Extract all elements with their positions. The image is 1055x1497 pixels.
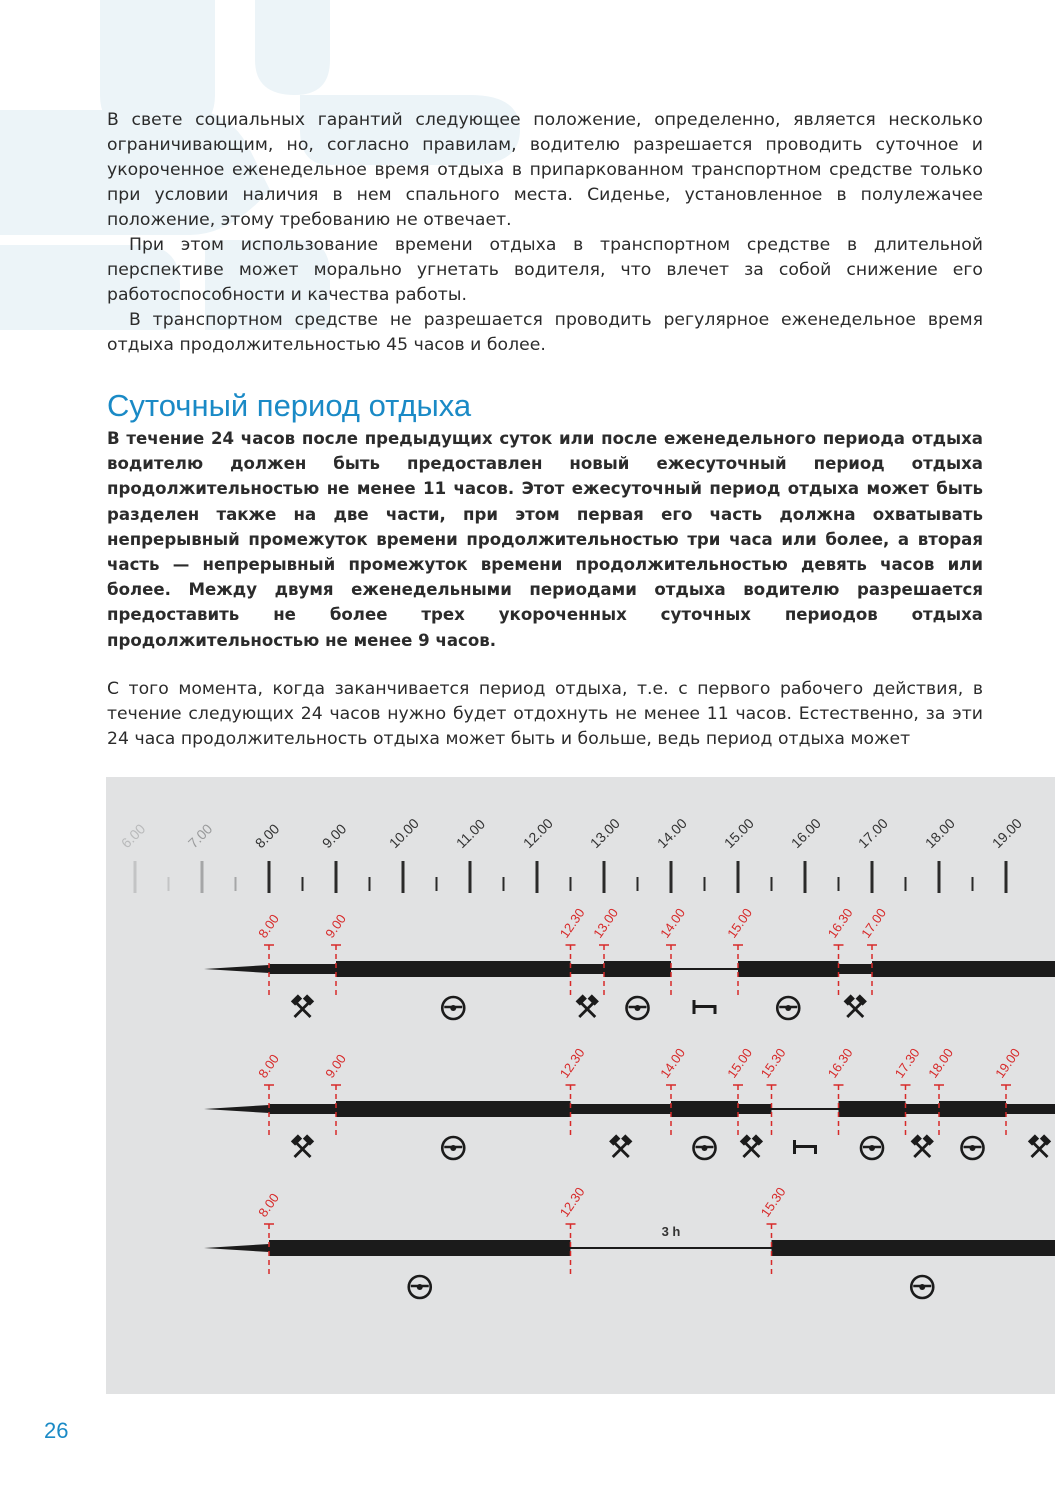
hammers-icon	[844, 994, 867, 1017]
hammers-icon	[291, 994, 314, 1017]
intro-paragraph-3: В транспортном средстве не разрешается проводить регулярное еженедельное время отдыха продолжительностью 45 часов и более.	[107, 310, 983, 355]
time-marker-label: 12.30	[556, 1045, 588, 1081]
drive-segment	[939, 1101, 1006, 1117]
steering-wheel-icon	[962, 1137, 984, 1159]
time-marker-label: 15.30	[757, 1045, 789, 1081]
hour-tick	[737, 861, 740, 893]
drive-segment	[604, 961, 671, 977]
rule-text	[107, 426, 983, 653]
hour-label: 8.00	[251, 820, 283, 852]
drive-segment	[269, 1240, 571, 1256]
hour-tick	[201, 861, 204, 893]
intro-paragraph-1: В свете социальных гарантий следующее положение, определенно, является несколько ограничивающим, но, согласно правилам, водителю разрешается проводить суточное и укороченное еженедельное время отдыха в припаркованном транспортном средстве только при условии наличия в нем спального места. Сиденье, установленное в полулежачее положение, этому требованию не отвечает.	[107, 110, 983, 230]
steering-wheel-icon	[627, 997, 649, 1019]
hour-tick	[536, 861, 539, 893]
rest-segment	[571, 1247, 772, 1249]
drive-segment	[872, 961, 1055, 977]
time-marker-label: 8.00	[255, 1190, 282, 1220]
hour-label: 12.00	[519, 815, 556, 852]
time-marker-label: 17.00	[858, 905, 890, 941]
hour-label: 17.00	[854, 815, 891, 852]
other-work-segment	[906, 1104, 940, 1114]
half-hour-tick	[302, 877, 304, 891]
half-hour-tick	[704, 877, 706, 891]
hour-tick	[335, 861, 338, 893]
time-marker-label: 16.30	[824, 905, 856, 941]
half-hour-tick	[570, 877, 572, 891]
timeline-svg	[106, 777, 1055, 1394]
hour-tick	[1005, 861, 1008, 893]
time-marker-label: 13.00	[590, 905, 622, 941]
drive-segment	[839, 1101, 906, 1117]
half-hour-tick	[235, 877, 237, 891]
time-marker-label: 18.00	[925, 1045, 957, 1081]
steering-wheel-icon	[861, 1137, 883, 1159]
hour-tick	[670, 861, 673, 893]
hour-tick	[871, 861, 874, 893]
time-marker-label: 17.30	[891, 1045, 923, 1081]
hammers-icon	[911, 1134, 934, 1157]
time-marker-label: 12.30	[556, 905, 588, 941]
hour-tick	[804, 861, 807, 893]
hour-label: 15.00	[720, 815, 757, 852]
hour-label: 6.00	[117, 820, 149, 852]
time-marker-label: 9.00	[322, 911, 349, 941]
half-hour-tick	[972, 877, 974, 891]
steering-wheel-icon	[442, 1137, 464, 1159]
half-hour-tick	[838, 877, 840, 891]
half-hour-tick	[436, 877, 438, 891]
half-hour-tick	[369, 877, 371, 891]
half-hour-tick	[637, 877, 639, 891]
other-work-segment	[839, 964, 873, 974]
hour-label: 7.00	[184, 820, 216, 852]
hour-tick	[603, 861, 606, 893]
time-marker-label: 8.00	[255, 1051, 282, 1081]
half-hour-tick	[771, 877, 773, 891]
time-marker-label: 15.00	[724, 1045, 756, 1081]
other-work-segment	[269, 1104, 336, 1114]
rule-paragraph: В течение 24 часов после предыдущих суток или после еженедельного периода отдыха водителю должен быть предоставлен новый ежесуточный период отдыха продолжительностью не менее 11 часов. Этот ежесуточный период отдыха может быть разделен также на две части, при этом первая его часть должна охватывать непрерывный промежуток времени продолжительностью три часа или более, а вторая часть — непрерывный промежуток времени продолжительностью девять часов или более. Между двумя еженедельными периодами отдыха водителю разрешается предоставить не более трех укороченных суточных периодов отдыха продолжительностью не менее 9 часов.	[107, 429, 983, 650]
steering-wheel-icon	[442, 997, 464, 1019]
hour-label: 9.00	[318, 820, 350, 852]
steering-wheel-icon	[777, 997, 799, 1019]
drive-segment	[738, 961, 839, 977]
time-marker-label: 8.00	[255, 911, 282, 941]
hour-tick	[938, 861, 941, 893]
other-work-segment	[1006, 1104, 1055, 1114]
steering-wheel-icon	[694, 1137, 716, 1159]
half-hour-tick	[168, 877, 170, 891]
hour-tick	[402, 861, 405, 893]
hour-label: 14.00	[653, 815, 690, 852]
section-title: Суточный период отдыха	[107, 388, 472, 423]
hour-label: 10.00	[385, 815, 422, 852]
time-marker-label: 16.30	[824, 1045, 856, 1081]
closing-paragraph: С того момента, когда заканчивается период отдыха, т.е. с первого рабочего действия, в течение следующих 24 часов нужно будет отдохнуть не менее 11 часов. Естественно, за эти 24 часа продолжительность отдыха может быть и больше, ведь период отдыха может	[107, 679, 983, 749]
time-marker-label: 19.00	[992, 1045, 1024, 1081]
steering-wheel-icon	[409, 1276, 431, 1298]
other-work-segment	[269, 964, 336, 974]
lead-in	[204, 1105, 269, 1113]
time-marker-label: 14.00	[657, 1045, 689, 1081]
closing-text	[107, 677, 983, 752]
hammers-icon	[291, 1134, 314, 1157]
time-marker-label: 9.00	[322, 1051, 349, 1081]
lead-in	[204, 1244, 269, 1252]
rest-segment	[772, 1108, 839, 1110]
drive-segment	[671, 1101, 738, 1117]
drive-segment	[772, 1240, 1055, 1256]
intro-text	[107, 108, 983, 358]
hour-label: 11.00	[452, 815, 489, 852]
lead-in	[204, 965, 269, 973]
other-work-segment	[571, 1104, 672, 1114]
hammers-icon	[576, 994, 599, 1017]
bed-icon	[793, 1140, 817, 1154]
bed-icon	[693, 1000, 717, 1014]
hour-tick	[469, 861, 472, 893]
hammers-icon	[609, 1134, 632, 1157]
hour-label: 16.00	[787, 815, 824, 852]
hammers-icon	[1028, 1134, 1051, 1157]
time-marker-label: 15.30	[757, 1184, 789, 1220]
time-marker-label: 14.00	[657, 905, 689, 941]
half-hour-tick	[503, 877, 505, 891]
page-number: 26	[44, 1418, 69, 1443]
other-work-segment	[738, 1104, 772, 1114]
rest-duration-label: 3 h	[661, 1224, 681, 1239]
hammers-icon	[740, 1134, 763, 1157]
drive-segment	[336, 961, 571, 977]
hour-tick	[134, 861, 137, 893]
hour-label: 18.00	[921, 815, 958, 852]
hour-tick	[268, 861, 271, 893]
half-hour-tick	[905, 877, 907, 891]
rest-segment	[671, 968, 738, 970]
drive-segment	[336, 1101, 571, 1117]
hour-label: 13.00	[586, 815, 623, 852]
timeline-diagram	[106, 777, 1055, 1394]
intro-paragraph-2: При этом использование времени отдыха в транспортном средстве в длительной перспективе может морально угнетать водителя, что влечет за собой снижение его работоспособности и качества работы.	[107, 235, 983, 305]
other-work-segment	[571, 964, 605, 974]
time-marker-label: 15.00	[724, 905, 756, 941]
hour-label: 19.00	[988, 815, 1025, 852]
time-marker-label: 12.30	[556, 1184, 588, 1220]
steering-wheel-icon	[911, 1276, 933, 1298]
